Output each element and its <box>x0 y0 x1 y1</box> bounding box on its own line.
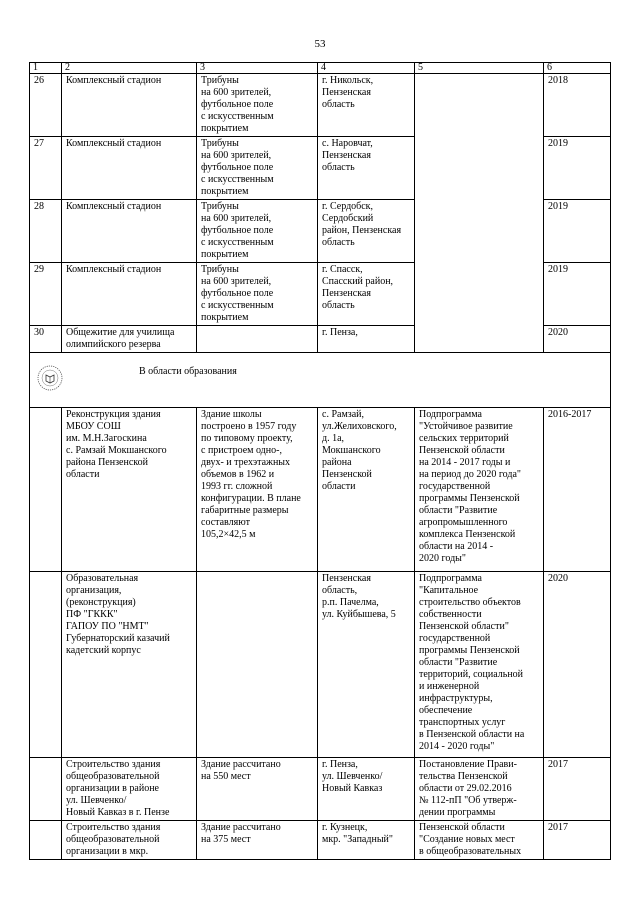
projects-table <box>29 62 611 860</box>
object-year: 2016-2017 <box>544 408 611 572</box>
object-description: Трибуны на 600 зрителей, футбольное поле с искусственным покрытием <box>197 74 318 137</box>
object-year: 2019 <box>544 137 611 200</box>
object-program: Постановление Прави- тельства Пензенской области от 29.02.2016 № 112-пП "Об утверж- дении программы <box>415 758 544 821</box>
object-description: Трибуны на 600 зрителей, футбольное поле с искусственным покрытием <box>197 200 318 263</box>
object-description <box>197 572 318 758</box>
row-number: 27 <box>30 137 62 200</box>
object-name: Образовательная организация, (реконструкция) ПФ "ГККК" ГАПОУ ПО "НМТ" Губернаторский казачий кадетский корпус <box>62 572 197 758</box>
object-name: Комплексный стадион <box>62 263 197 326</box>
object-program: Пензенской области "Создание новых мест в общеобразовательных <box>415 821 544 860</box>
object-description <box>197 326 318 353</box>
object-year: 2020 <box>544 326 611 353</box>
row-number: 30 <box>30 326 62 353</box>
object-name: Реконструкция здания МБОУ СОШ им. М.Н.Загоскина с. Рамзай Мокшанского района Пензенской области <box>62 408 197 572</box>
object-description: Трибуны на 600 зрителей, футбольное поле с искусственным покрытием <box>197 137 318 200</box>
object-name: Комплексный стадион <box>62 74 197 137</box>
table-row <box>30 572 611 758</box>
object-location: с. Рамзай, ул.Желиховского, д. 1а, Мокшанского района Пензенской области <box>318 408 415 572</box>
column-header-row <box>30 63 611 74</box>
column-header: 2 <box>62 63 197 74</box>
column-header: 5 <box>415 63 544 74</box>
object-location: г. Кузнецк, мкр. "Западный" <box>318 821 415 860</box>
column-header: 3 <box>197 63 318 74</box>
object-location: Пензенская область, р.п. Пачелма, ул. Куйбышева, 5 <box>318 572 415 758</box>
row-number <box>30 572 62 758</box>
object-location: с. Наровчат, Пензенская область <box>318 137 415 200</box>
row-number <box>30 821 62 860</box>
object-location: г. Пенза, ул. Шевченко/ Новый Кавказ <box>318 758 415 821</box>
section-row <box>30 353 611 408</box>
object-description: Здание рассчитано на 375 мест <box>197 821 318 860</box>
object-name: Комплексный стадион <box>62 200 197 263</box>
object-name: Комплексный стадион <box>62 137 197 200</box>
program-cell <box>415 74 544 353</box>
object-year: 2017 <box>544 821 611 860</box>
object-location: г. Сердобск, Сердобский район, Пензенская область <box>318 200 415 263</box>
table-row <box>30 408 611 572</box>
object-year: 2019 <box>544 200 611 263</box>
page-number: 53 <box>314 38 326 50</box>
column-header: 4 <box>318 63 415 74</box>
row-number: 28 <box>30 200 62 263</box>
object-year: 2017 <box>544 758 611 821</box>
column-header: 6 <box>544 63 611 74</box>
column-header: 1 <box>30 63 62 74</box>
row-number <box>30 408 62 572</box>
row-number <box>30 758 62 821</box>
object-location: г. Никольск, Пензенская область <box>318 74 415 137</box>
object-program: Подпрограмма "Устойчивое развитие сельских территорий Пензенской области на 2014 - 2017 годы и на период до 2020 года" государственной программы Пензенской области "Развитие агропромышленного комплекса Пензенской области на 2014 - 2020 годы" <box>415 408 544 572</box>
object-description: Здание рассчитано на 550 мест <box>197 758 318 821</box>
object-location: г. Спасск, Спасский район, Пензенская область <box>318 263 415 326</box>
seal-icon <box>37 365 63 391</box>
object-description: Трибуны на 600 зрителей, футбольное поле с искусственным покрытием <box>197 263 318 326</box>
object-year: 2020 <box>544 572 611 758</box>
object-name: Строительство здания общеобразовательной организации в мкр. <box>62 821 197 860</box>
object-name: Строительство здания общеобразовательной организации в районе ул. Шевченко/ Новый Кавказ в г. Пензе <box>62 758 197 821</box>
object-program: Подпрограмма "Капитальное строительство объектов собственности Пензенской области" государственной программы Пензенской области "Развитие территорий, социальной и инженерной инфраструктуры, обеспечение транспортных услуг в Пензенской области на 2014 - 2020 годы" <box>415 572 544 758</box>
section-title: В области образования <box>139 366 237 377</box>
row-number: 26 <box>30 74 62 137</box>
table-row <box>30 821 611 860</box>
section-cell <box>30 353 611 408</box>
object-description: Здание школы построено в 1957 году по типовому проекту, с пристроем одно-, двух- и трехэтажных объемов в 1962 и 1993 гг. сложной конфигурации. В плане габаритные размеры составляют 105,2×42,5 м <box>197 408 318 572</box>
object-year: 2018 <box>544 74 611 137</box>
table-row <box>30 758 611 821</box>
row-number: 29 <box>30 263 62 326</box>
object-name: Общежитие для училища олимпийского резерва <box>62 326 197 353</box>
object-location: г. Пенза, <box>318 326 415 353</box>
table-row <box>30 74 611 137</box>
object-year: 2019 <box>544 263 611 326</box>
